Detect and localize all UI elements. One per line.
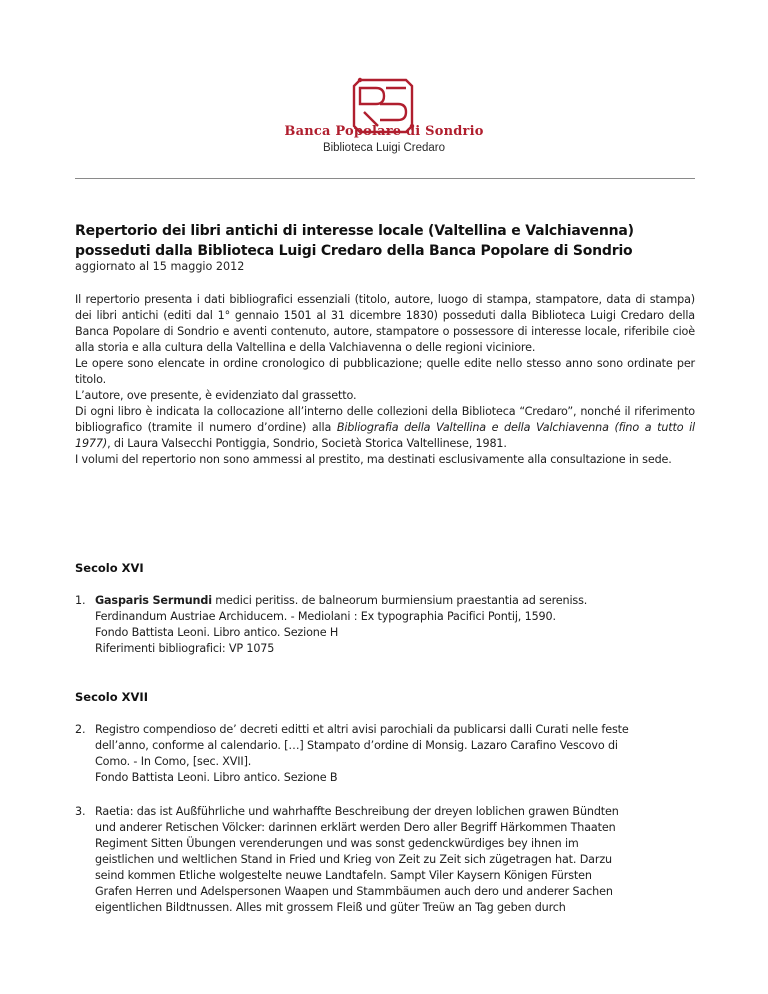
section-heading-xvi: Secolo XVI [75, 561, 144, 575]
entry-line: Raetia: das ist Außführliche und wahrhaffte Beschreibung der dreyen loblichen grawen Bündten [95, 805, 619, 818]
section-heading-xvii: Secolo XVII [75, 690, 148, 704]
intro-p4-text-b: , di Laura Valsecchi Pontiggia, Sondrio, Società Storica Valtellinese, 1981. [107, 437, 507, 450]
entry-line: seind kommen Etliche wolgestelte neuwe Landtafeln. Sampt Viler Kaysern Königen Fürsten [95, 869, 592, 882]
bank-name: Banca Popolare di Sondrio [284, 124, 484, 139]
intro-paragraph-5: I volumi del repertorio non sono ammessi al prestito, ma destinati esclusivamente alla consultazione in sede. [75, 453, 672, 466]
title-line-1: Repertorio dei libri antichi di interesse locale (Valtellina e Valchiavenna) [75, 223, 634, 239]
document-title [75, 221, 705, 261]
entry-line: Registro compendioso de’ decreti editti et altri avisi parochiali da publicarsi dalli Curati nelle feste [95, 723, 629, 736]
entry-collocation: Fondo Battista Leoni. Libro antico. Sezione B [95, 771, 338, 784]
intro-p4-text-a: Di ogni libro è indicata la collocazione all’interno delle collezioni della Biblioteca “Credaro”, nonché il riferimento bibliografico (tramite il numero d’ordine) alla [75, 405, 695, 434]
entry-line: Regiment Sitten Übungen verenderungen und was sonst gedenckwürdiges bey ihnen im [95, 837, 579, 850]
list-item [75, 804, 695, 916]
updated-date: aggiornato al 15 maggio 2012 [75, 260, 245, 273]
entry-line: geistlichen und weltlichen Stand in Fried und Krieg von Zeit zu Zeit sich zügetragen hat. Darzu [95, 853, 612, 866]
entry-references: Riferimenti bibliografici: VP 1075 [95, 642, 275, 655]
title-line-2: posseduti dalla Biblioteca Luigi Credaro della Banca Popolare di Sondrio [75, 243, 633, 259]
header-divider [75, 178, 695, 179]
list-item [75, 593, 695, 657]
list-item [75, 722, 695, 786]
entry-number: 2. [75, 723, 86, 736]
entry-line: eigentlichen Bildtnussen. Alles mit grossem Fleiß und güter Treüw an Tag geben durch [95, 901, 566, 914]
intro-paragraph-2: Le opere sono elencate in ordine cronologico di pubblicazione; quelle edite nello stesso anno sono ordinate per titolo. [75, 357, 695, 386]
intro-paragraph-1: Il repertorio presenta i dati bibliografici essenziali (titolo, autore, luogo di stampa, stampatore, data di stampa) dei libri antichi (editi dal 1° gennaio 1501 al 31 dicembre 1830) posseduti dalla Biblioteca Luigi Credaro della Banca Popolare di Sondrio e aventi contenuto, autore, stampatore o possessore di interesse locale, riferibile cioè alla storia e alla cultura della Valtellina e della Valchiavenna o delle regioni viciniore. [75, 293, 695, 354]
bibliography-title: Bibliografia della Valtellina e della Valchiavenna (fino a tutto il 1977) [75, 421, 695, 450]
entry-line: dell’anno, conforme al calendario. […] Stampato d’ordine di Monsig. Lazaro Carafino Vescovo di [95, 739, 618, 752]
entry-title-start: medici peritiss. de balneorum burmiensium praestantia ad sereniss. [211, 594, 588, 607]
library-name: Biblioteca Luigi Credaro [322, 142, 446, 154]
intro-paragraph-4 [75, 404, 695, 452]
entry-line: Ferdinandum Austriae Archiducem. - Mediolani : Ex typographia Pacifici Pontij, 1590. [95, 610, 556, 623]
entry-number: 3. [75, 805, 86, 818]
entry-collocation: Fondo Battista Leoni. Libro antico. Sezione H [95, 626, 339, 639]
intro-text [75, 292, 695, 468]
intro-paragraph-3: L’autore, ove presente, è evidenziato dal grassetto. [75, 389, 357, 402]
entry-line: Como. - In Como, [sec. XVII]. [95, 755, 252, 768]
entry-line: und anderer Retischen Völcker: darinnen erklärt werden Dero aller Begriff Härkommen Thaaten [95, 821, 616, 834]
entry-number: 1. [75, 594, 86, 607]
entry-line: Grafen Herren und Adelspersonen Waapen und Stammbäumen auch dero und anderer Sachen [95, 885, 613, 898]
entry-author: Gasparis Sermundi [95, 594, 212, 607]
entry-line [95, 593, 695, 609]
